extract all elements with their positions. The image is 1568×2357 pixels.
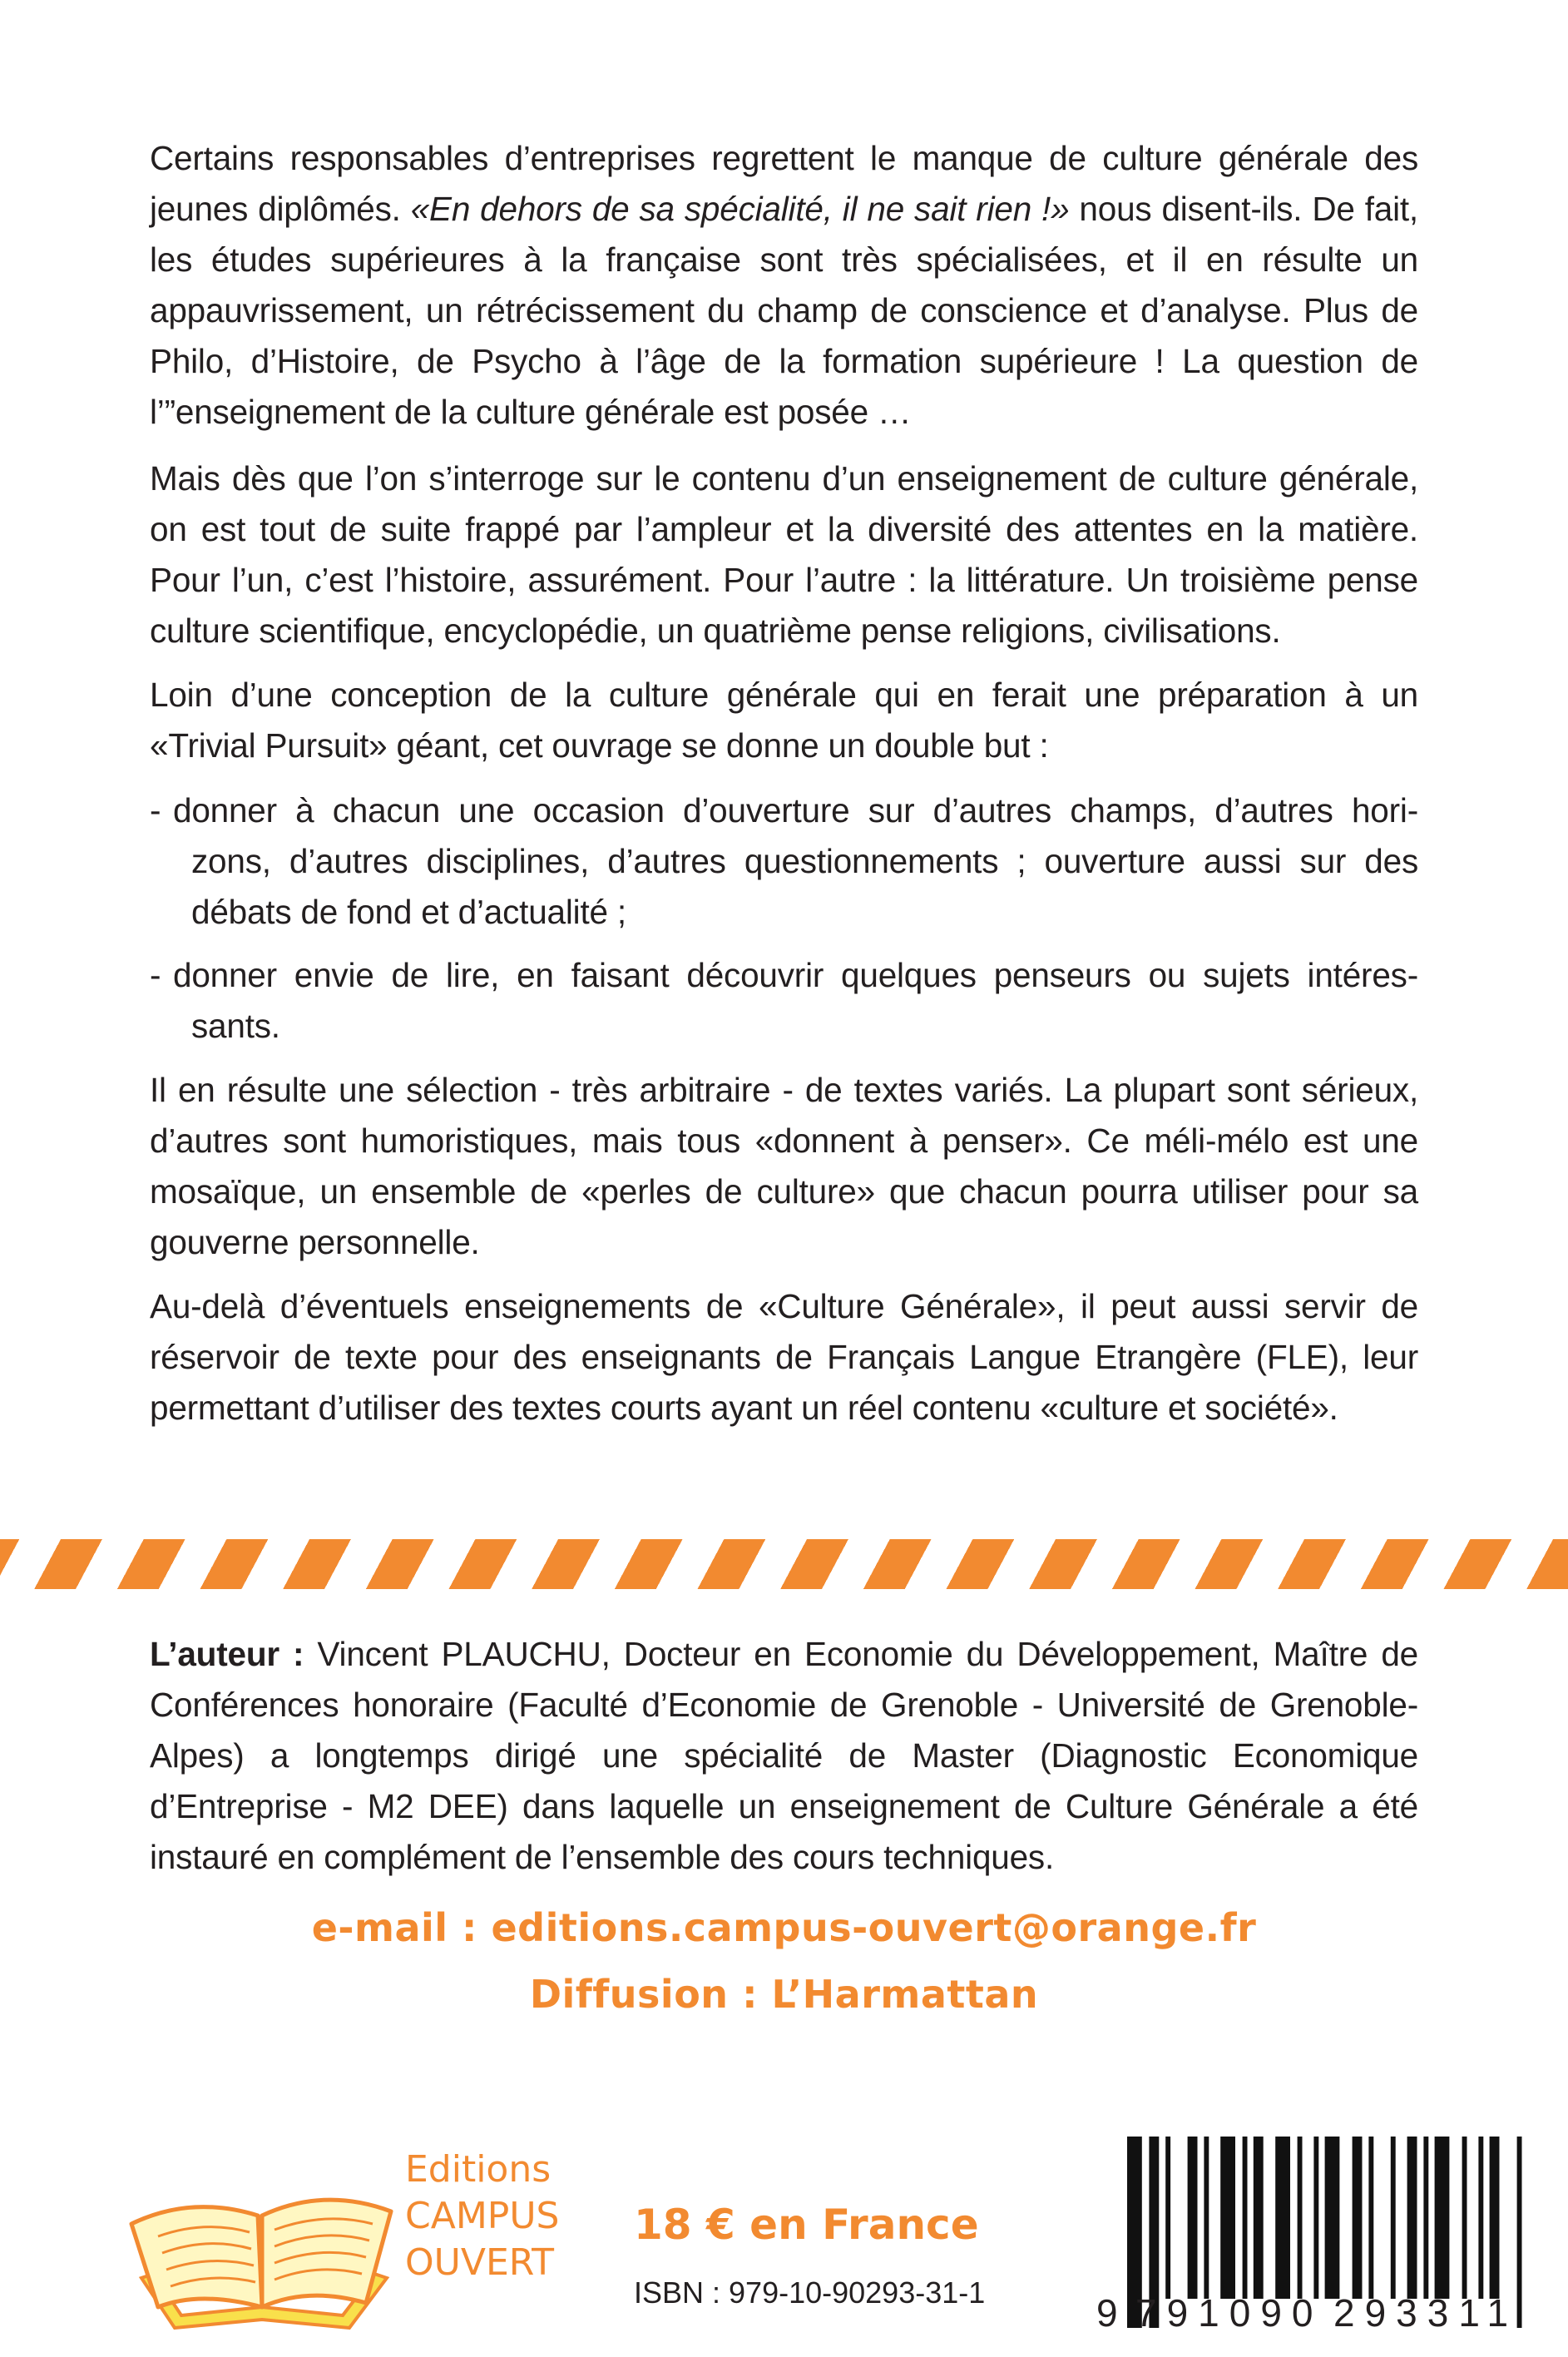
bullet-dash: - — [150, 791, 161, 829]
publisher-line-1: Editions — [405, 2148, 552, 2191]
intro-paragraph-3: Loin d’une conception de la culture générale qui en ferait une préparation à un «Trivial Pursuit» géant, cet ouvrage se donne un double but : — [150, 676, 1418, 765]
bullet1-line3: débats de fond et d’actualité ; — [191, 893, 626, 931]
barcode-bar — [1313, 2137, 1318, 2299]
barcode-bar — [1298, 2137, 1303, 2299]
barcode-bar — [1462, 2137, 1467, 2299]
intro-paragraph-2: Mais dès que l’on s’interroge sur le contenu d’un enseignement de culture générale, on est tout de suite frappé par l’ampleur et la diversité des attentes en la matière. Pour l’un, c’est l’histoire, assurément. Pour l’autre : la littérature. Un troisième pense culture scientifique, encyclopédie, un quatrième pense religions, civilisations. — [150, 459, 1418, 650]
intro-p1-quote: «En dehors de sa spécialité, il ne sait rien !» — [410, 190, 1070, 228]
intro-paragraph-1 — [150, 133, 1418, 438]
barcode-bar — [1435, 2137, 1450, 2299]
barcode-bar — [1407, 2137, 1417, 2299]
barcode-bar — [1254, 2137, 1264, 2299]
barcode-group-left: 791090 — [1135, 2291, 1323, 2335]
barcode-bar — [1391, 2137, 1396, 2299]
barcode-digit-first: 9 — [1096, 2291, 1118, 2335]
intro-paragraph-4: Il en résulte une sélection - très arbitraire - de textes variés. La plupart sont sérieux, d’autres sont humoristiques, mais tous «donnent à penser». Ce méli-mélo est une mosaïque, un ensemble de «perles de culture» que chacun pourra utiliser pour sa gouverne personnelle. — [150, 1071, 1418, 1261]
publisher-line-2: CAMPUS — [405, 2195, 560, 2237]
intro-paragraph-5: Au-delà d’éventuels enseignements de «Culture Générale», il peut aussi servir de réservoir de texte pour des enseignants de Français Langue Etrangère (FLE), leur permettant d’utiliser des textes courts ayant un réel contenu «culture et société». — [150, 1287, 1418, 1427]
barcode-digits — [0, 2290, 1568, 2340]
intro-p1-a: Certains responsables d’entreprises regrettent le manque de culture générale des jeunes diplômés. — [150, 139, 1418, 228]
isbn: ISBN : 979-10-90293-31-1 — [634, 2275, 986, 2310]
intro-p1-b: nous disent-ils. De fait, les études supérieures à la française sont très spécialisées, et il en résulte un appauvrissement, un rétrécissement du champ de conscience et d’analyse. Plus de Philo, d’Histoire, de Psycho à l’âge de la formation supérieure ! La question de l’”enseignement de la culture générale est posée … — [150, 190, 1418, 431]
author-text: Vincent PLAUCHU, Docteur en Economie du Développement, Maître de Conférences honoraire (Faculté d’Economie de Grenoble - Université de Grenoble-Alpes) a longtemps dirigé une spécialité de Master (Diagnostic Economique d’Entreprise - M2 DEE) dans laquelle un enseignement de Culture Générale a été instauré en complément de l’ensemble des cours techniques. — [150, 1635, 1418, 1876]
barcode-bar — [1478, 2137, 1483, 2299]
barcode-bar — [1220, 2137, 1235, 2299]
bullet1-line1: donner à chacun une occasion d’ouverture sur d’autres champs, d’autres hori- — [173, 791, 1418, 829]
diffusion-line: Diffusion : L’Harmattan — [529, 1972, 1039, 2017]
author-label: L’auteur : — [150, 1635, 304, 1673]
barcode-bar — [1353, 2137, 1363, 2299]
author-block — [150, 1629, 1418, 1883]
barcode-bar — [1325, 2137, 1340, 2299]
bullet-item-1 — [150, 785, 1418, 938]
barcode-bar — [1204, 2137, 1209, 2299]
bullet1-line2: zons, d’autres disciplines, d’autres questionnements ; ouverture aussi sur des — [191, 842, 1418, 880]
bullet-dash: - — [150, 956, 161, 994]
barcode-group-right: 293311 — [1333, 2291, 1519, 2335]
publisher-line-3: OUVERT — [405, 2241, 554, 2284]
barcode-bar — [1188, 2137, 1198, 2299]
barcode-bar — [1490, 2137, 1500, 2299]
barcode-bar — [1243, 2137, 1248, 2299]
bullet2-line1: donner envie de lire, en faisant découvrir quelques penseurs ou sujets intéres- — [173, 956, 1418, 994]
barcode-bar — [1368, 2137, 1373, 2299]
barcode-bar — [1165, 2137, 1170, 2299]
publisher-name — [405, 2147, 559, 2286]
stripe-divider — [0, 1539, 1568, 1589]
price: 18 € en France — [634, 2201, 979, 2249]
barcode-bar — [1275, 2137, 1290, 2299]
bullet2-line2: sants. — [191, 1007, 280, 1045]
barcode-bar — [1423, 2137, 1428, 2299]
email-line: e-mail : editions.campus-ouvert@orange.fr — [311, 1905, 1257, 1950]
bullet-item-2 — [150, 950, 1418, 1052]
